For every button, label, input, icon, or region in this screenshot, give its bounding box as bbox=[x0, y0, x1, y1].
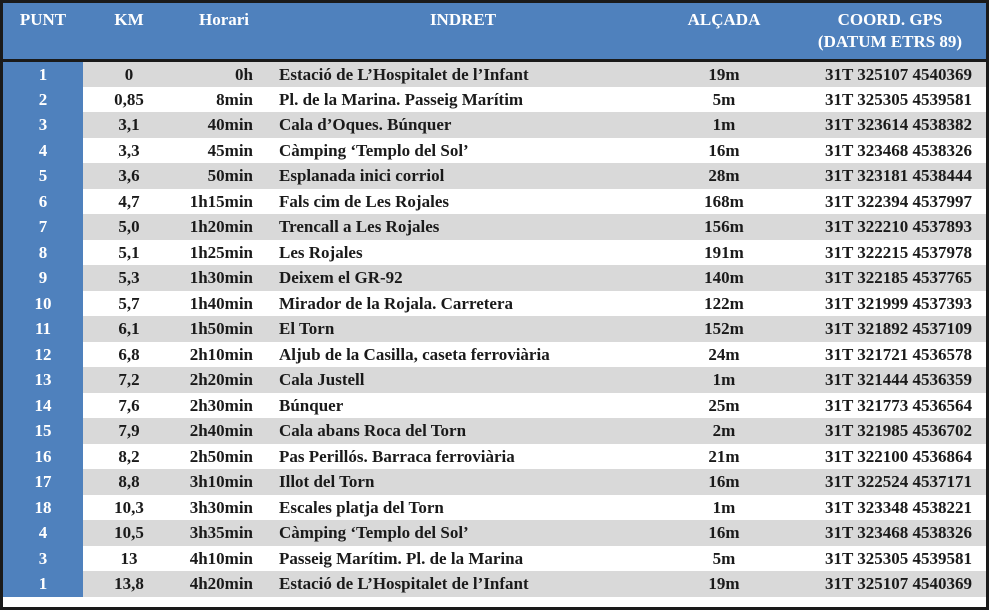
cell-punt: 18 bbox=[3, 495, 83, 521]
cell-indret: Estació de L’Hospitalet de l’Infant bbox=[273, 571, 653, 597]
cell-coord: 31T 323181 4538444 bbox=[795, 163, 986, 189]
cell-punt: 10 bbox=[3, 291, 83, 317]
cell-km: 5,0 bbox=[83, 214, 175, 240]
cell-km: 4,7 bbox=[83, 189, 175, 215]
cell-coord: 31T 321721 4536578 bbox=[795, 342, 986, 368]
cell-indret: Esplanada inici corriol bbox=[273, 163, 653, 189]
header-indret: INDRET bbox=[273, 3, 653, 60]
cell-alcada: 152m bbox=[653, 316, 795, 342]
cell-horari: 40min bbox=[175, 112, 273, 138]
cell-indret: Càmping ‘Templo del Sol’ bbox=[273, 520, 653, 546]
cell-punt: 5 bbox=[3, 163, 83, 189]
cell-coord: 31T 322394 4537997 bbox=[795, 189, 986, 215]
cell-coord: 31T 322185 4537765 bbox=[795, 265, 986, 291]
cell-km: 10,3 bbox=[83, 495, 175, 521]
cell-coord: 31T 321999 4537393 bbox=[795, 291, 986, 317]
cell-coord: 31T 321444 4536359 bbox=[795, 367, 986, 393]
cell-coord: 31T 322100 4536864 bbox=[795, 444, 986, 470]
table-row bbox=[3, 342, 986, 368]
cell-km: 5,7 bbox=[83, 291, 175, 317]
table-row bbox=[3, 214, 986, 240]
cell-km: 5,3 bbox=[83, 265, 175, 291]
cell-punt: 2 bbox=[3, 87, 83, 113]
table-row bbox=[3, 469, 986, 495]
cell-km: 8,2 bbox=[83, 444, 175, 470]
table-row bbox=[3, 393, 986, 419]
cell-indret: Mirador de la Rojala. Carretera bbox=[273, 291, 653, 317]
cell-horari: 2h50min bbox=[175, 444, 273, 470]
cell-km: 10,5 bbox=[83, 520, 175, 546]
header-alcada: ALÇADA bbox=[653, 3, 795, 60]
cell-punt: 7 bbox=[3, 214, 83, 240]
cell-coord: 31T 323614 4538382 bbox=[795, 112, 986, 138]
cell-punt: 4 bbox=[3, 138, 83, 164]
table-row bbox=[3, 265, 986, 291]
table-row bbox=[3, 189, 986, 215]
cell-km: 5,1 bbox=[83, 240, 175, 266]
cell-coord: 31T 323348 4538221 bbox=[795, 495, 986, 521]
cell-punt: 3 bbox=[3, 112, 83, 138]
table-body bbox=[3, 60, 986, 597]
table-row bbox=[3, 163, 986, 189]
cell-coord: 31T 321892 4537109 bbox=[795, 316, 986, 342]
table-row bbox=[3, 495, 986, 521]
cell-horari: 8min bbox=[175, 87, 273, 113]
cell-indret: Cala d’Oques. Búnquer bbox=[273, 112, 653, 138]
cell-indret: Illot del Torn bbox=[273, 469, 653, 495]
cell-indret: Estació de L’Hospitalet de l’Infant bbox=[273, 60, 653, 87]
table-row bbox=[3, 138, 986, 164]
cell-indret: Pl. de la Marina. Passeig Marítim bbox=[273, 87, 653, 113]
cell-km: 8,8 bbox=[83, 469, 175, 495]
cell-alcada: 16m bbox=[653, 520, 795, 546]
cell-indret: Càmping ‘Templo del Sol’ bbox=[273, 138, 653, 164]
cell-alcada: 16m bbox=[653, 469, 795, 495]
cell-alcada: 1m bbox=[653, 367, 795, 393]
cell-km: 13,8 bbox=[83, 571, 175, 597]
cell-indret: Passeig Marítim. Pl. de la Marina bbox=[273, 546, 653, 572]
cell-km: 3,1 bbox=[83, 112, 175, 138]
cell-punt: 8 bbox=[3, 240, 83, 266]
cell-alcada: 2m bbox=[653, 418, 795, 444]
table-row bbox=[3, 418, 986, 444]
cell-alcada: 28m bbox=[653, 163, 795, 189]
cell-km: 7,9 bbox=[83, 418, 175, 444]
cell-punt: 9 bbox=[3, 265, 83, 291]
cell-alcada: 191m bbox=[653, 240, 795, 266]
cell-punt: 13 bbox=[3, 367, 83, 393]
header-punt: PUNT bbox=[3, 3, 83, 60]
cell-horari: 4h20min bbox=[175, 571, 273, 597]
cell-horari: 1h30min bbox=[175, 265, 273, 291]
cell-indret: Trencall a Les Rojales bbox=[273, 214, 653, 240]
cell-km: 3,3 bbox=[83, 138, 175, 164]
cell-punt: 16 bbox=[3, 444, 83, 470]
table-row bbox=[3, 316, 986, 342]
route-table bbox=[3, 3, 986, 597]
cell-indret: Aljub de la Casilla, caseta ferroviària bbox=[273, 342, 653, 368]
cell-horari: 1h40min bbox=[175, 291, 273, 317]
cell-horari: 2h10min bbox=[175, 342, 273, 368]
header-coord-line2: (DATUM ETRS 89) bbox=[817, 32, 963, 51]
cell-indret: Cala Justell bbox=[273, 367, 653, 393]
cell-indret: Deixem el GR-92 bbox=[273, 265, 653, 291]
cell-punt: 17 bbox=[3, 469, 83, 495]
header-km: KM bbox=[83, 3, 175, 60]
table-row bbox=[3, 87, 986, 113]
cell-km: 6,8 bbox=[83, 342, 175, 368]
table-row bbox=[3, 291, 986, 317]
cell-horari: 3h10min bbox=[175, 469, 273, 495]
cell-km: 0,85 bbox=[83, 87, 175, 113]
cell-punt: 15 bbox=[3, 418, 83, 444]
table-row bbox=[3, 571, 986, 597]
cell-alcada: 122m bbox=[653, 291, 795, 317]
table-row bbox=[3, 60, 986, 87]
cell-indret: Fals cim de Les Rojales bbox=[273, 189, 653, 215]
cell-coord: 31T 323468 4538326 bbox=[795, 520, 986, 546]
table-row bbox=[3, 444, 986, 470]
cell-horari: 45min bbox=[175, 138, 273, 164]
cell-indret: Les Rojales bbox=[273, 240, 653, 266]
cell-alcada: 156m bbox=[653, 214, 795, 240]
cell-alcada: 5m bbox=[653, 546, 795, 572]
header-coord-gps bbox=[795, 3, 986, 60]
cell-horari: 0h bbox=[175, 60, 273, 87]
cell-indret: Búnquer bbox=[273, 393, 653, 419]
table-row bbox=[3, 112, 986, 138]
cell-alcada: 16m bbox=[653, 138, 795, 164]
cell-alcada: 19m bbox=[653, 571, 795, 597]
cell-km: 0 bbox=[83, 60, 175, 87]
cell-alcada: 168m bbox=[653, 189, 795, 215]
cell-horari: 2h20min bbox=[175, 367, 273, 393]
cell-km: 3,6 bbox=[83, 163, 175, 189]
cell-km: 13 bbox=[83, 546, 175, 572]
cell-horari: 50min bbox=[175, 163, 273, 189]
cell-punt: 11 bbox=[3, 316, 83, 342]
table-row bbox=[3, 546, 986, 572]
header-coord-line1: COORD. GPS bbox=[837, 10, 943, 29]
cell-alcada: 140m bbox=[653, 265, 795, 291]
cell-alcada: 19m bbox=[653, 60, 795, 87]
cell-punt: 4 bbox=[3, 520, 83, 546]
cell-alcada: 25m bbox=[653, 393, 795, 419]
cell-alcada: 1m bbox=[653, 112, 795, 138]
header-horari: Horari bbox=[175, 3, 273, 60]
cell-coord: 31T 322210 4537893 bbox=[795, 214, 986, 240]
cell-coord: 31T 321985 4536702 bbox=[795, 418, 986, 444]
cell-alcada: 21m bbox=[653, 444, 795, 470]
cell-coord: 31T 325305 4539581 bbox=[795, 87, 986, 113]
cell-horari: 3h30min bbox=[175, 495, 273, 521]
cell-indret: Cala abans Roca del Torn bbox=[273, 418, 653, 444]
table-row bbox=[3, 520, 986, 546]
cell-coord: 31T 321773 4536564 bbox=[795, 393, 986, 419]
cell-horari: 1h25min bbox=[175, 240, 273, 266]
cell-alcada: 24m bbox=[653, 342, 795, 368]
cell-indret: El Torn bbox=[273, 316, 653, 342]
cell-horari: 1h20min bbox=[175, 214, 273, 240]
cell-km: 7,6 bbox=[83, 393, 175, 419]
cell-alcada: 5m bbox=[653, 87, 795, 113]
cell-horari: 2h40min bbox=[175, 418, 273, 444]
cell-km: 6,1 bbox=[83, 316, 175, 342]
cell-alcada: 1m bbox=[653, 495, 795, 521]
cell-horari: 1h50min bbox=[175, 316, 273, 342]
table-header bbox=[3, 3, 986, 60]
cell-indret: Pas Perillós. Barraca ferroviària bbox=[273, 444, 653, 470]
cell-coord: 31T 325107 4540369 bbox=[795, 60, 986, 87]
cell-punt: 3 bbox=[3, 546, 83, 572]
cell-coord: 31T 322215 4537978 bbox=[795, 240, 986, 266]
cell-km: 7,2 bbox=[83, 367, 175, 393]
cell-punt: 12 bbox=[3, 342, 83, 368]
table-row bbox=[3, 240, 986, 266]
table-row bbox=[3, 367, 986, 393]
cell-punt: 1 bbox=[3, 60, 83, 87]
cell-coord: 31T 323468 4538326 bbox=[795, 138, 986, 164]
cell-punt: 6 bbox=[3, 189, 83, 215]
cell-horari: 3h35min bbox=[175, 520, 273, 546]
cell-indret: Escales platja del Torn bbox=[273, 495, 653, 521]
cell-punt: 14 bbox=[3, 393, 83, 419]
cell-horari: 2h30min bbox=[175, 393, 273, 419]
cell-coord: 31T 325107 4540369 bbox=[795, 571, 986, 597]
cell-coord: 31T 325305 4539581 bbox=[795, 546, 986, 572]
cell-coord: 31T 322524 4537171 bbox=[795, 469, 986, 495]
cell-punt: 1 bbox=[3, 571, 83, 597]
cell-horari: 4h10min bbox=[175, 546, 273, 572]
cell-horari: 1h15min bbox=[175, 189, 273, 215]
